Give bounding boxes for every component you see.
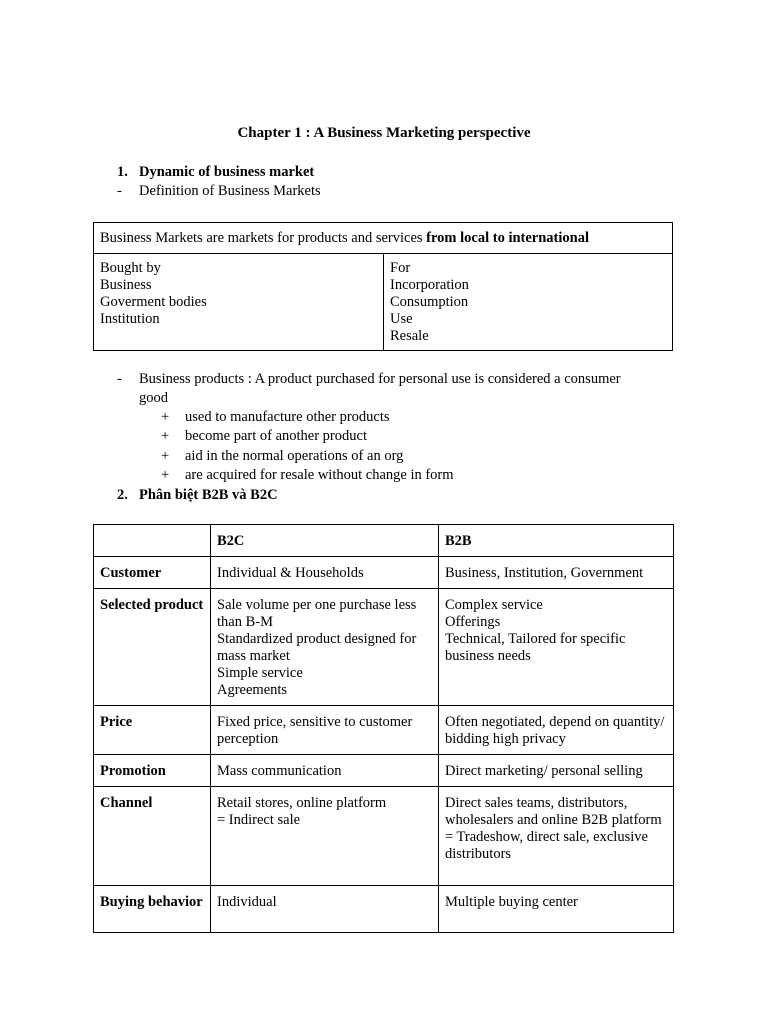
business-products-text: Business products : A product purchased for personal use is considered a consumer [139, 371, 621, 387]
table-row [94, 706, 674, 755]
b2c-cell: Fixed price, sensitive to customer perception [211, 706, 439, 755]
column-header: B2C [211, 525, 439, 557]
bought-by-item: Goverment bodies [100, 294, 207, 310]
b2b-cell: Direct sales teams, distributors, wholesalers and online B2B platform = Tradeshow, direct sale, exclusive distributors [439, 787, 674, 886]
row-label: Customer [94, 557, 211, 589]
table-row [94, 557, 674, 589]
section-2-number: 2. [117, 487, 128, 503]
b2b-cell: Complex service Offerings Technical, Tailored for specific business needs [439, 589, 674, 706]
business-product-subitem: become part of another product [185, 428, 367, 445]
business-product-subitem: are acquired for resale without change in form [185, 466, 454, 483]
table-row [94, 589, 674, 706]
b2c-cell: Retail stores, online platform = Indirect sale [211, 787, 439, 886]
column-header [94, 525, 211, 557]
row-label: Selected product [94, 589, 211, 706]
b2b-cell: Business, Institution, Government [439, 557, 674, 589]
plus-marker: + [161, 428, 170, 445]
definition-header-bold: from local to international [426, 230, 590, 246]
definition-table [93, 222, 673, 351]
purpose-item: Consumption [390, 294, 469, 310]
b2b-cell: Often negotiated, depend on quantity/ bidding high privacy [439, 706, 674, 755]
definition-label: Definition of Business Markets [139, 183, 321, 199]
section-1-number: 1. [117, 164, 128, 180]
table-row [94, 787, 674, 886]
bought-by-item: Business [100, 277, 152, 293]
business-product-subitem: aid in the normal operations of an org [185, 447, 404, 464]
section-2-heading: Phân biệt B2B và B2C [139, 487, 278, 503]
business-product-subitem: used to manufacture other products [185, 409, 390, 425]
page-title: Chapter 1 : A Business Marketing perspective [237, 125, 531, 141]
bullet-marker: - [117, 371, 122, 387]
purpose-item: For [390, 260, 411, 276]
bought-by-column [94, 254, 384, 350]
for-column [384, 254, 672, 350]
column-header: B2B [439, 525, 674, 557]
row-label: Promotion [94, 755, 211, 787]
b2c-cell: Mass communication [211, 755, 439, 787]
b2c-cell: Individual [211, 886, 439, 933]
definition-table-header [94, 223, 672, 254]
purpose-item: Incorporation [390, 277, 469, 293]
plus-marker: + [161, 447, 170, 464]
section-1-heading: Dynamic of business market [139, 164, 315, 180]
row-label: Price [94, 706, 211, 755]
row-label: Buying behavior [94, 886, 211, 933]
table-row [94, 886, 674, 933]
purpose-item: Use [390, 311, 413, 327]
bullet-marker: - [117, 183, 122, 199]
plus-marker: + [161, 466, 170, 483]
purpose-item: Resale [390, 328, 429, 344]
bought-by-item: Bought by [100, 260, 161, 276]
b2c-cell: Individual & Households [211, 557, 439, 589]
bought-by-item: Institution [100, 311, 160, 327]
table-header-row [94, 525, 674, 557]
comparison-table [93, 524, 674, 933]
b2c-cell: Sale volume per one purchase less than B-M Standardized product designed for mass market Simple service Agreements [211, 589, 439, 706]
table-row [94, 755, 674, 787]
business-products-text-cont: good [139, 390, 168, 406]
b2b-cell: Multiple buying center [439, 886, 674, 933]
definition-header-plain: Business Markets are markets for products and services [100, 230, 427, 246]
row-label: Channel [94, 787, 211, 886]
plus-marker: + [161, 409, 170, 425]
b2b-cell: Direct marketing/ personal selling [439, 755, 674, 787]
